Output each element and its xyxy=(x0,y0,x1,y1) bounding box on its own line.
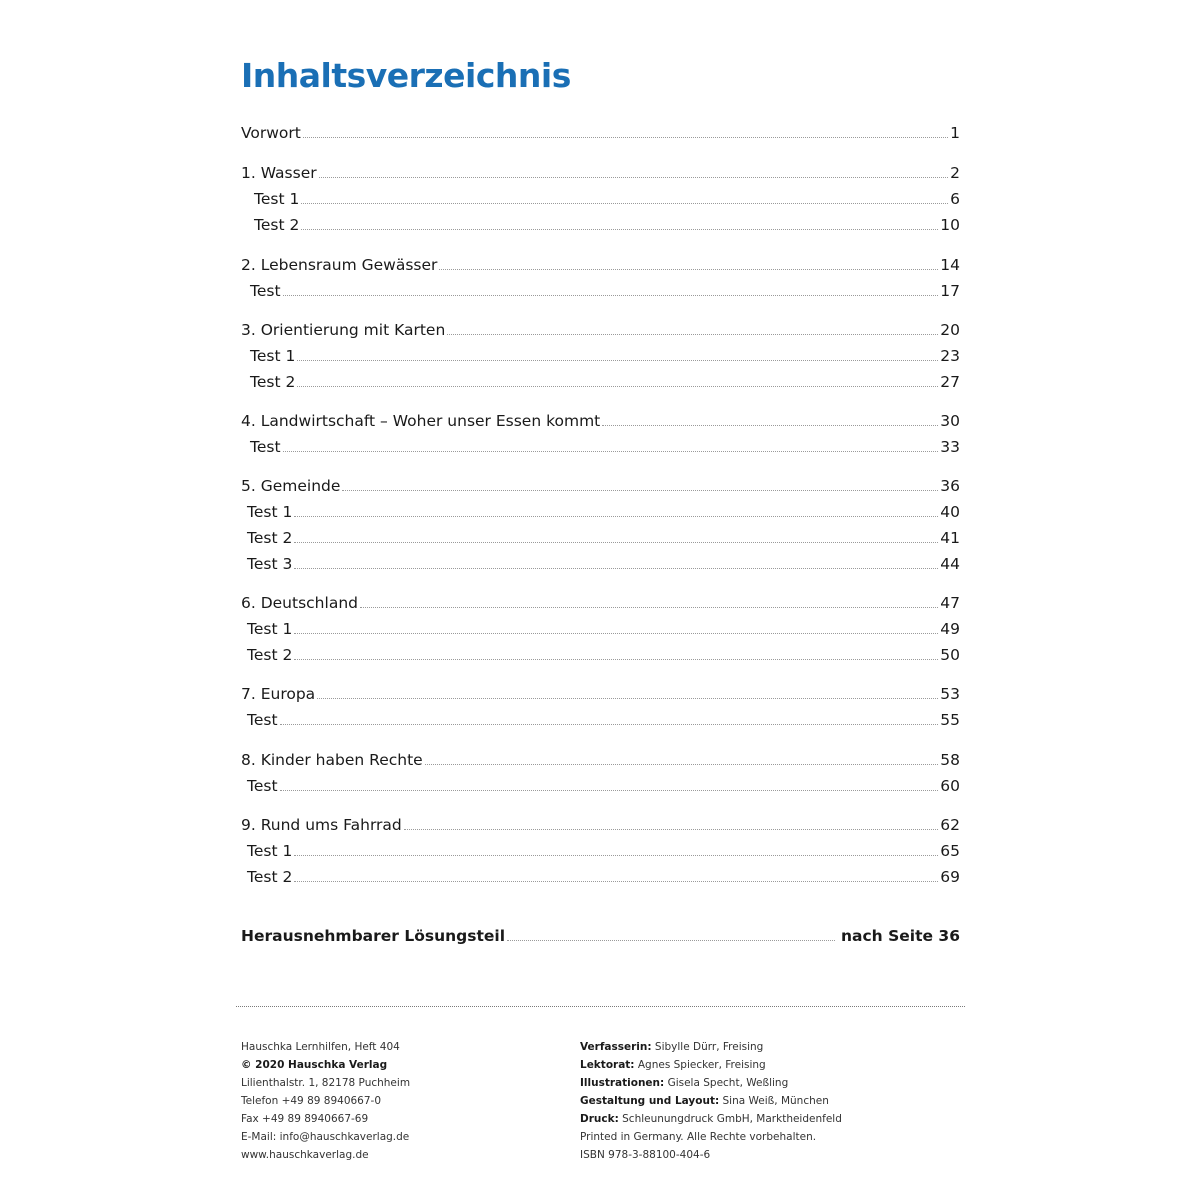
toc-entry-label: 1. Wasser xyxy=(241,164,317,182)
toc-entry-chapter-7 xyxy=(241,678,960,704)
toc-entry-test xyxy=(241,340,960,366)
imprint-email: E-Mail: info@hauschkaverlag.de xyxy=(241,1131,410,1143)
dot-leader xyxy=(507,939,835,941)
toc-entry-page: 65 xyxy=(940,842,960,860)
toc-entry-test xyxy=(241,522,960,548)
toc-entry-page: 1 xyxy=(950,124,960,142)
dot-leader xyxy=(360,606,938,608)
toc-entry-page: 36 xyxy=(940,477,960,495)
dot-leader xyxy=(283,450,939,452)
toc-entry-page: 27 xyxy=(940,373,960,391)
dot-leader xyxy=(319,176,949,178)
toc-entry-page: 62 xyxy=(940,816,960,834)
toc-entry-test xyxy=(241,704,960,730)
toc-entry-page: 44 xyxy=(940,555,960,573)
toc-entry-page: 2 xyxy=(950,164,960,182)
dot-leader xyxy=(294,632,938,634)
toc-entry-page: 55 xyxy=(940,711,960,729)
toc-entry-label: Test 2 xyxy=(254,216,300,234)
toc-entry-label: Test 1 xyxy=(254,190,300,208)
toc-entry-label: Test 2 xyxy=(247,868,293,886)
toc-entry-label: 4. Landwirtschaft – Woher unser Essen kommt xyxy=(241,412,601,430)
toc-entry-chapter-9 xyxy=(241,809,960,835)
toc-entry-chapter-1 xyxy=(241,157,960,183)
toc-entry-chapter-2 xyxy=(241,249,960,275)
toc-entry-chapter-4 xyxy=(241,405,960,431)
imprint-illustrations-label: Illustrationen: xyxy=(580,1077,665,1089)
imprint-illustrations xyxy=(580,1074,842,1092)
imprint-website: www.hauschkaverlag.de xyxy=(241,1149,369,1161)
imprint-series: Hauschka Lernhilfen, Heft 404 xyxy=(241,1041,400,1053)
toc-entry-page: 41 xyxy=(940,529,960,547)
dot-leader xyxy=(280,789,939,791)
toc-entry-test xyxy=(241,861,960,887)
toc-entry-page: 23 xyxy=(940,347,960,365)
imprint-print xyxy=(580,1110,842,1128)
imprint-address: Lilienthalstr. 1, 82178 Puchheim xyxy=(241,1077,411,1089)
toc-entry-test xyxy=(241,548,960,574)
toc-entry-label: Test xyxy=(250,282,281,300)
dot-leader xyxy=(447,333,938,335)
imprint-editor xyxy=(580,1056,842,1074)
toc-entry-page: 60 xyxy=(940,777,960,795)
toc-entry-test xyxy=(241,366,960,392)
toc-entry-vorwort xyxy=(241,117,960,143)
imprint-editor-value: Agnes Spiecker, Freising xyxy=(637,1059,766,1071)
dot-leader xyxy=(294,541,938,543)
toc-entry-test xyxy=(241,613,960,639)
dot-leader xyxy=(294,854,938,856)
toc-entry-page: 30 xyxy=(940,412,960,430)
toc-entry-page: 6 xyxy=(950,190,960,208)
imprint-rights: Printed in Germany. Alle Rechte vorbehalten. xyxy=(580,1131,817,1143)
toc-entry-label: Test 2 xyxy=(247,529,293,547)
imprint-author-label: Verfasserin: xyxy=(580,1041,652,1053)
toc-entry-chapter-5 xyxy=(241,470,960,496)
dot-leader xyxy=(297,359,938,361)
toc-entry-page: 47 xyxy=(940,594,960,612)
footer-separator xyxy=(236,1006,965,1007)
dot-leader xyxy=(283,294,939,296)
toc-entry-chapter-3 xyxy=(241,314,960,340)
imprint-isbn: ISBN 978-3-88100-404-6 xyxy=(580,1149,711,1161)
toc-entry-label: Test xyxy=(247,711,278,729)
toc-entry-label: 3. Orientierung mit Karten xyxy=(241,321,446,339)
imprint-phone: Telefon +49 89 8940667-0 xyxy=(241,1095,382,1107)
imprint-print-value: Schleunungdruck GmbH, Marktheidenfeld xyxy=(622,1113,842,1125)
toc-entry-label: Vorwort xyxy=(241,124,301,142)
dot-leader xyxy=(294,880,938,882)
dot-leader xyxy=(404,828,939,830)
toc-entry-test xyxy=(241,183,960,209)
toc-entry-page: 53 xyxy=(940,685,960,703)
toc-entry-page: 10 xyxy=(940,216,960,234)
dot-leader xyxy=(317,697,938,699)
imprint-illustrations-value: Gisela Specht, Weßling xyxy=(667,1077,789,1089)
toc-entry-label: Test 1 xyxy=(247,503,293,521)
toc-entry-label: Test 2 xyxy=(247,646,293,664)
toc-entry-page: 69 xyxy=(940,868,960,886)
toc-entry-label: Test 1 xyxy=(247,842,293,860)
toc-entry-label: Test 2 xyxy=(250,373,296,391)
toc-entry-label: Test 1 xyxy=(250,347,296,365)
toc-entry-page: nach Seite 36 xyxy=(841,927,960,945)
imprint-design xyxy=(580,1092,842,1110)
dot-leader xyxy=(301,202,948,204)
imprint-print-label: Druck: xyxy=(580,1113,619,1125)
toc-entry-test xyxy=(241,770,960,796)
dot-leader xyxy=(602,424,938,426)
toc-entry-test xyxy=(241,639,960,665)
imprint-fax: Fax +49 89 8940667-69 xyxy=(241,1113,369,1125)
toc-entry-test xyxy=(241,209,960,235)
imprint-editor-label: Lektorat: xyxy=(580,1059,635,1071)
dot-leader xyxy=(297,385,938,387)
imprint-author-value: Sibylle Dürr, Freising xyxy=(654,1041,764,1053)
dot-leader xyxy=(280,723,939,725)
page-title: Inhaltsverzeichnis xyxy=(241,56,571,95)
toc-entry-label: 9. Rund ums Fahrrad xyxy=(241,816,402,834)
toc-entry-page: 17 xyxy=(940,282,960,300)
imprint-publisher xyxy=(241,1038,410,1164)
dot-leader xyxy=(294,515,938,517)
toc-entry-label: Test xyxy=(247,777,278,795)
toc-entry-page: 49 xyxy=(940,620,960,638)
toc-entry-label: 8. Kinder haben Rechte xyxy=(241,751,423,769)
toc-entry-page: 40 xyxy=(940,503,960,521)
imprint-credits xyxy=(580,1038,842,1164)
toc-entry-chapter-6 xyxy=(241,587,960,613)
toc-entry-label: 2. Lebensraum Gewässer xyxy=(241,256,438,274)
toc-entry-test xyxy=(241,431,960,457)
dot-leader xyxy=(303,136,948,138)
toc-entry-chapter-8 xyxy=(241,744,960,770)
dot-leader xyxy=(425,763,939,765)
imprint-design-value: Sina Weiß, München xyxy=(722,1095,829,1107)
toc-entry-test xyxy=(241,275,960,301)
dot-leader xyxy=(439,268,938,270)
toc-entry-label: Test 3 xyxy=(247,555,293,573)
toc-entry-page: 50 xyxy=(940,646,960,664)
dot-leader xyxy=(294,658,938,660)
imprint-author xyxy=(580,1038,842,1056)
toc-entry-label: Test xyxy=(250,438,281,456)
toc-entry-page: 20 xyxy=(940,321,960,339)
imprint-design-label: Gestaltung und Layout: xyxy=(580,1095,720,1107)
dot-leader xyxy=(301,228,938,230)
toc-entry-label: 7. Europa xyxy=(241,685,316,703)
dot-leader xyxy=(294,567,938,569)
toc-entry-label: Herausnehmbarer Lösungsteil xyxy=(241,927,506,945)
toc-entry-label: 5. Gemeinde xyxy=(241,477,341,495)
toc-entry-solutions xyxy=(241,920,960,946)
dot-leader xyxy=(342,489,938,491)
toc-entry-page: 14 xyxy=(940,256,960,274)
toc-entry-test xyxy=(241,496,960,522)
toc-entry-label: 6. Deutschland xyxy=(241,594,358,612)
toc-entry-page: 58 xyxy=(940,751,960,769)
toc-entry-test xyxy=(241,835,960,861)
toc-entry-page: 33 xyxy=(940,438,960,456)
toc-entry-label: Test 1 xyxy=(247,620,293,638)
imprint-copyright: © 2020 Hauschka Verlag xyxy=(241,1059,388,1071)
